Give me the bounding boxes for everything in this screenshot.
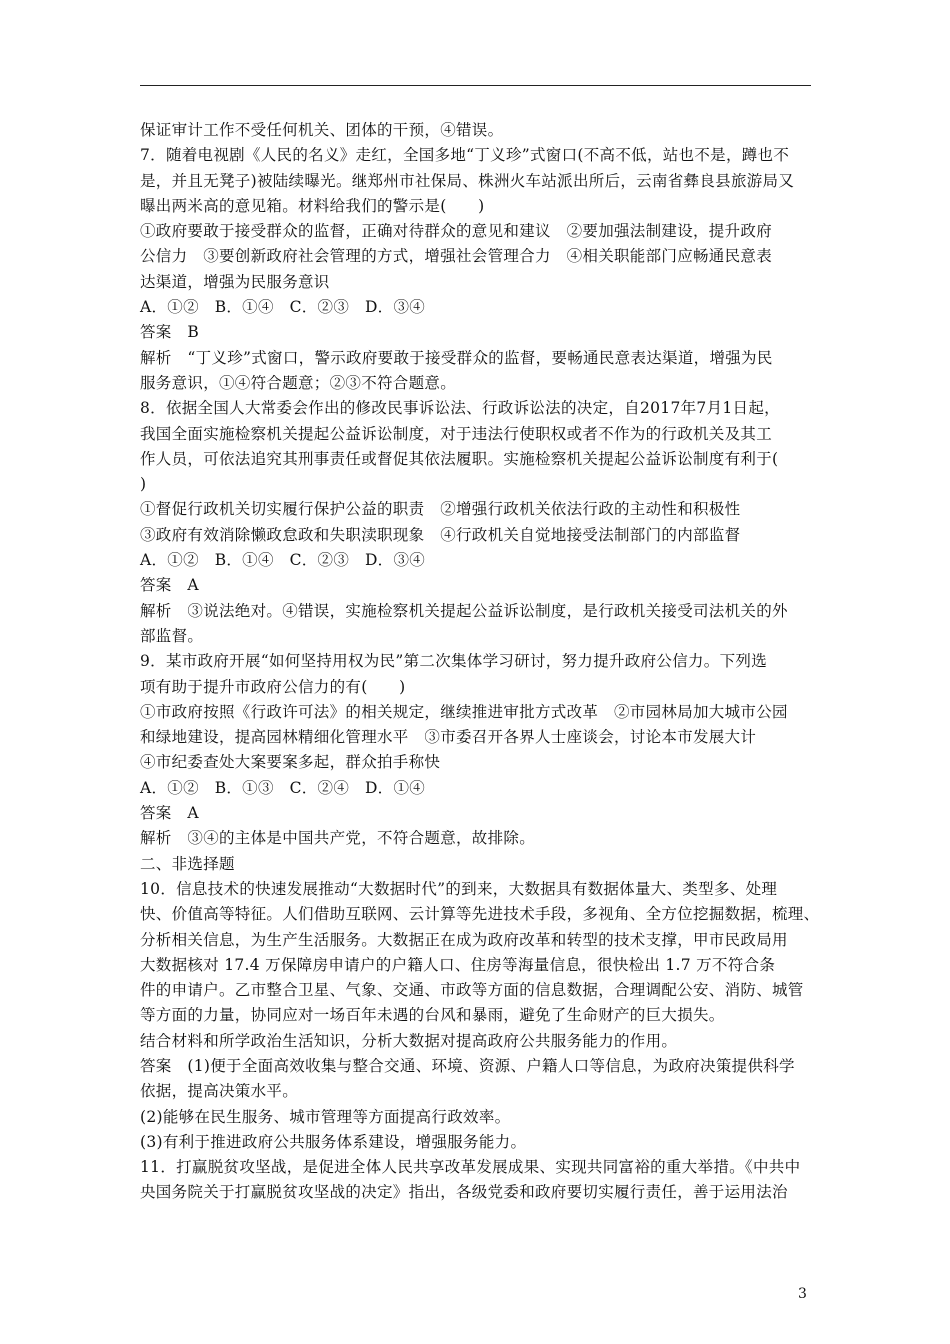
text-line: ①督促行政机关切实履行保护公益的职责 ②增强行政机关依法行政的主动性和积极性 [140, 500, 741, 519]
text-line: 我国全面实施检察机关提起公益诉讼制度，对于违法行使职权或者不作为的行政机关及其工 [140, 424, 773, 443]
text-line: 答案 A [140, 576, 199, 595]
text-line: 曝出两米高的意见箱。材料给我们的警示是( ) [140, 196, 485, 215]
text-line: 分析相关信息，为生产生活服务。大数据正在成为政府改革和转型的技术支撑，甲市民政局用 [140, 930, 788, 949]
text-line: 解析 ③④的主体是中国共产党，不符合题意，故排除。 [140, 829, 536, 848]
text-line: 7．随着电视剧《人民的名义》走红，全国多地“丁义珍”式窗口(不高不低，站也不是，蹲也不 [140, 146, 790, 165]
header-rule [140, 85, 811, 86]
page-number: 3 [798, 1286, 807, 1302]
text-line: 11．打赢脱贫攻坚战，是促进全体人民共享改革发展成果、实现共同富裕的重大举措。《中共中 [140, 1158, 801, 1177]
text-line: 部监督。 [140, 626, 204, 645]
text-line: 作人员，可依法追究其刑事责任或督促其依法履职。实施检察机关提起公益诉讼制度有利于( [140, 449, 779, 468]
text-line: 10．信息技术的快速发展推动“大数据时代”的到来，大数据具有数据体量大、类型多、处理 [140, 879, 778, 898]
text-line: ) [140, 475, 147, 494]
text-line: 保证审计工作不受任何机关、团体的干预，④错误。 [140, 121, 504, 139]
text-line: 服务意识，①④符合题意；②③不符合题意。 [140, 373, 457, 392]
text-line: 答案 A [140, 804, 199, 823]
text-line: 和绿地建设，提高园林精细化管理水平 ③市委召开各界人士座谈会，讨论本市发展大计 [140, 728, 757, 747]
text-line: (3)有利于推进政府公共服务体系建设，增强服务能力。 [140, 1132, 527, 1151]
text-line: 公信力 ③要创新政府社会管理的方式，增强社会管理合力 ④相关职能部门应畅通民意表 [140, 247, 773, 266]
text-line: 解析 ③说法绝对。④错误，实施检察机关提起公益诉讼制度，是行政机关接受司法机关的外 [140, 601, 788, 620]
text-line: 是，并且无凳子)被陆续曝光。继郑州市社保局、株洲火车站派出所后，云南省彝良县旅游局又 [140, 171, 795, 190]
text-line: 答案 (1)便于全面高效收集与整合交通、环境、资源、户籍人口等信息，为政府决策提供科学 [140, 1056, 795, 1075]
text-line: A．①② B．①④ C．②③ D．③④ [140, 298, 426, 317]
text-line: 结合材料和所学政治生活知识，分析大数据对提高政府公共服务能力的作用。 [140, 1031, 678, 1050]
document-body [140, 118, 820, 1206]
text-line: 解析 “丁义珍”式窗口，警示政府要敢于接受群众的监督，要畅通民意表达渠道，增强为民 [140, 348, 773, 367]
text-line: 9．某市政府开展“如何坚持用权为民”第二次集体学习研讨，努力提升政府公信力。下列选 [140, 652, 768, 671]
text-line: (2)能够在民生服务、城市管理等方面提高行政效率。 [140, 1107, 511, 1126]
text-line: 8．依据全国人大常委会作出的修改民事诉讼法、行政诉讼法的决定，自2017年7月1日起， [140, 399, 780, 418]
text-line: A．①② B．①③ C．②④ D．①④ [140, 778, 426, 797]
text-line: 等方面的力量，协同应对一场百年未遇的台风和暴雨，避免了生命财产的巨大损失。 [140, 1006, 725, 1025]
text-line: 快、价值高等特征。人们借助互联网、云计算等先进技术手段，多视角、全方位挖掘数据，梳理、 [140, 905, 820, 924]
text-line: ①市政府按照《行政许可法》的相关规定，继续推进审批方式改革 ②市园林局加大城市公园 [140, 702, 788, 721]
text-line: 项有助于提升市政府公信力的有( ) [140, 677, 406, 696]
text-line: A．①② B．①④ C．②③ D．③④ [140, 551, 426, 570]
text-line: 件的申请户。乙市整合卫星、气象、交通、市政等方面的信息数据，合理调配公安、消防、城管 [140, 981, 804, 1000]
text-line: ④市纪委查处大案要案多起，群众拍手称快 [140, 753, 441, 772]
text-line: 央国务院关于打赢脱贫攻坚战的决定》指出，各级党委和政府要切实履行责任，善于运用法治 [140, 1183, 788, 1202]
text-line: 依据，提高决策水平。 [140, 1082, 299, 1101]
text-line: 大数据核对 17.4 万保障房申请户的户籍人口、住房等海量信息，很快检出 1.7 万不符合条 [140, 955, 776, 974]
text-line: 二、非选择题 [140, 854, 235, 873]
text-line: ③政府有效消除懒政怠政和失职渎职现象 ④行政机关自觉地接受法制部门的内部监督 [140, 525, 741, 544]
text-line: 达渠道，增强为民服务意识 [140, 272, 330, 291]
text-line: ①政府要敢于接受群众的监督，正确对待群众的意见和建议 ②要加强法制建设，提升政府 [140, 222, 773, 241]
text-line: 答案 B [140, 323, 200, 342]
